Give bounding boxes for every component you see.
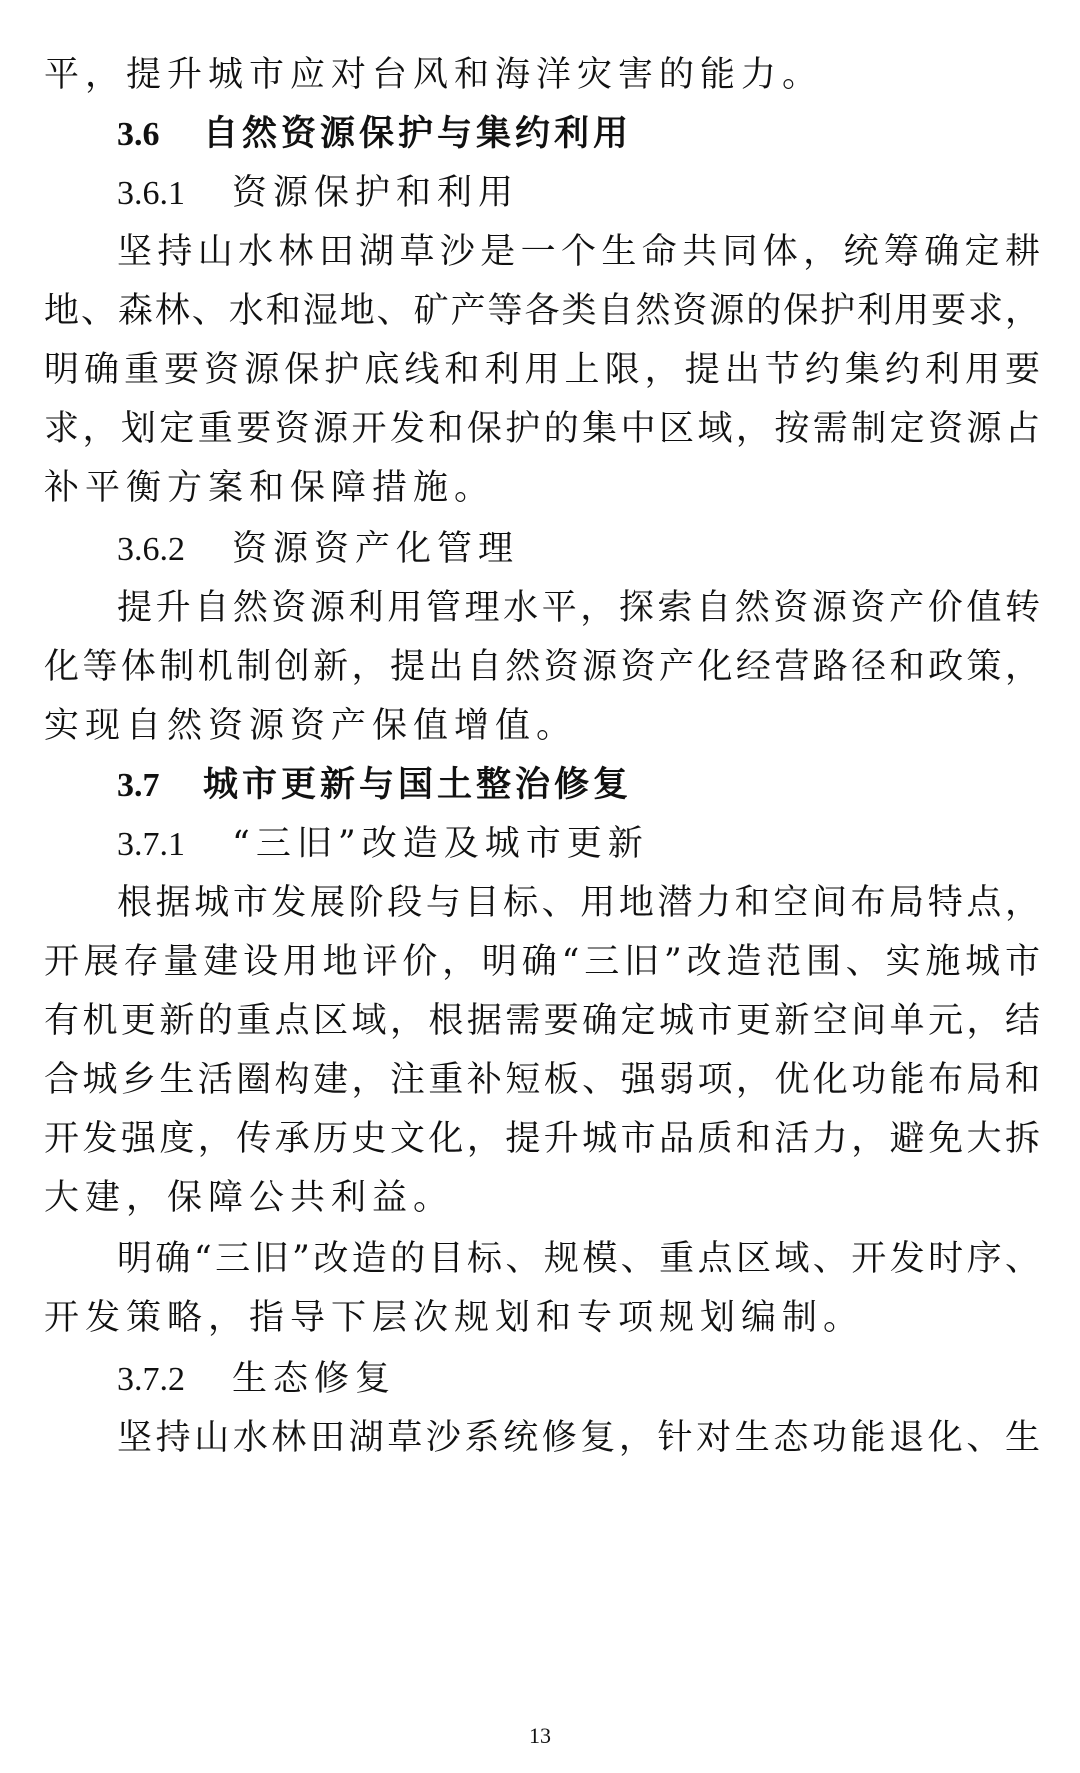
paragraph-line: 大建，保障公共利益。 bbox=[44, 1178, 455, 1218]
section-title: 自然资源保护与集约利用 bbox=[203, 113, 633, 154]
paragraph-line: 合城乡生活圈构建，注重补短板、强弱项，优化功能布局和 bbox=[44, 1060, 1040, 1100]
paragraph-line: 明确重要资源保护底线和利用上限，提出节约集约利用要 bbox=[44, 350, 1040, 390]
subsection-title: “三旧”改造及城市更新 bbox=[232, 824, 649, 864]
subsection-heading-3-6-1 bbox=[117, 170, 1040, 217]
section-heading-3-6 bbox=[117, 111, 1040, 158]
paragraph-line: 求，划定重要资源开发和保护的集中区域，按需制定资源占 bbox=[44, 409, 1040, 449]
paragraph-line: 补平衡方案和保障措施。 bbox=[44, 468, 496, 508]
section-title: 城市更新与国土整治修复 bbox=[203, 764, 633, 805]
subsection-number: 3.7.1 bbox=[117, 826, 185, 863]
subsection-title: 资源保护和利用 bbox=[232, 173, 520, 213]
subsection-number: 3.6.2 bbox=[117, 531, 185, 568]
paragraph-line: 根据城市发展阶段与目标、用地潜力和空间布局特点， bbox=[117, 883, 1040, 923]
paragraph-line: 开发强度，传承历史文化，提升城市品质和活力，避免大拆 bbox=[44, 1119, 1040, 1159]
paragraph-line: 坚持山水林田湖草沙系统修复，针对生态功能退化、生 bbox=[117, 1418, 1040, 1458]
subsection-heading-3-6-2 bbox=[117, 526, 1040, 573]
section-number: 3.7 bbox=[117, 767, 160, 804]
subsection-title: 生态修复 bbox=[232, 1359, 397, 1399]
paragraph-line: 明确“三旧”改造的目标、规模、重点区域、开发时序、 bbox=[117, 1239, 1040, 1279]
paragraph-line: 地、森林、水和湿地、矿产等各类自然资源的保护利用要求， bbox=[44, 291, 1040, 331]
subsection-number: 3.7.2 bbox=[117, 1361, 185, 1398]
paragraph-line: 提升自然资源利用管理水平，探索自然资源资产价值转 bbox=[117, 588, 1040, 628]
subsection-number: 3.6.1 bbox=[117, 175, 185, 212]
paragraph-line: 平，提升城市应对台风和海洋灾害的能力。 bbox=[44, 55, 824, 95]
page-number: 13 bbox=[529, 1723, 551, 1748]
subsection-heading-3-7-1 bbox=[117, 821, 1040, 868]
section-heading-3-7 bbox=[117, 762, 1040, 809]
subsection-title: 资源资产化管理 bbox=[232, 529, 520, 569]
section-number: 3.6 bbox=[117, 116, 160, 153]
paragraph-line: 化等体制机制创新，提出自然资源资产化经营路径和政策， bbox=[44, 647, 1040, 687]
paragraph-line: 有机更新的重点区域，根据需要确定城市更新空间单元，结 bbox=[44, 1001, 1040, 1041]
subsection-heading-3-7-2 bbox=[117, 1356, 1040, 1403]
paragraph-line: 开发策略，指导下层次规划和专项规划编制。 bbox=[44, 1298, 865, 1338]
paragraph-line: 坚持山水林田湖草沙是一个生命共同体，统筹确定耕 bbox=[117, 232, 1040, 272]
paragraph-line: 开展存量建设用地评价，明确“三旧”改造范围、实施城市 bbox=[44, 942, 1040, 982]
paragraph-line: 实现自然资源资产保值增值。 bbox=[44, 706, 578, 746]
